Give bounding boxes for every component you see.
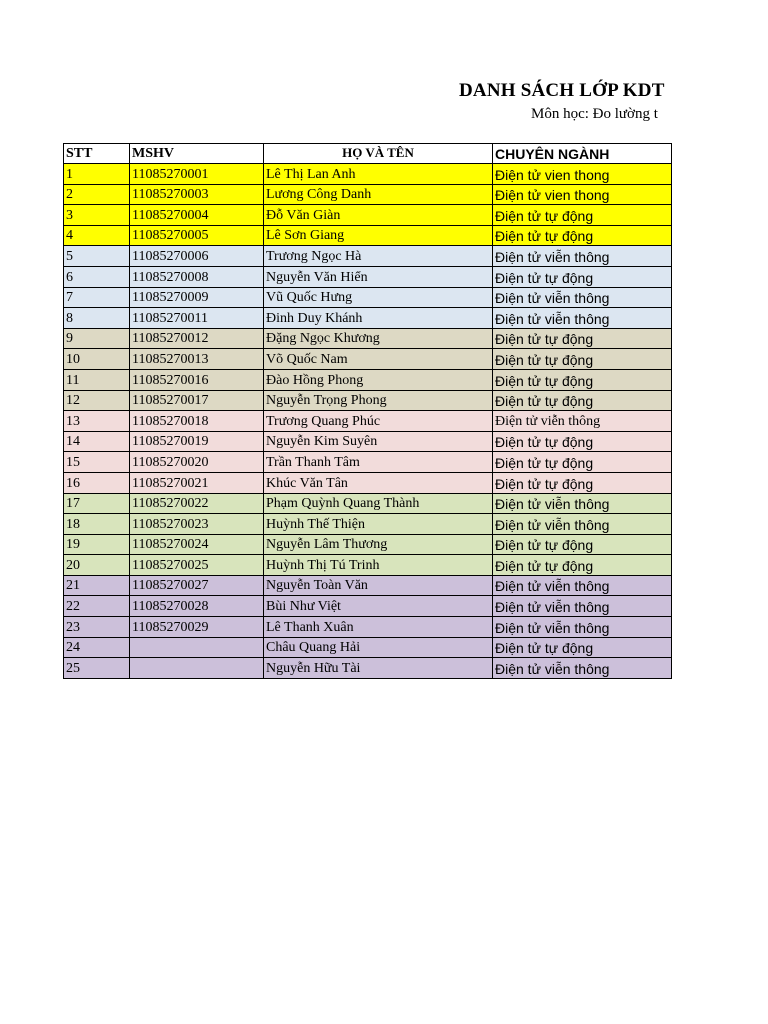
major-cell: Điện tử tự động (493, 328, 672, 349)
class-roster-table (63, 143, 672, 679)
table-row (64, 637, 672, 658)
name-cell: Trần Thanh Tâm (264, 452, 493, 473)
table-row (64, 225, 672, 246)
table-row (64, 369, 672, 390)
mshv-cell: 11085270020 (130, 452, 264, 473)
stt-cell: 25 (64, 658, 130, 679)
table-row (64, 390, 672, 411)
stt-cell: 20 (64, 555, 130, 576)
stt-cell: 19 (64, 534, 130, 555)
header-major: CHUYÊN NGÀNH (493, 144, 672, 164)
name-cell: Đỗ Văn Giàn (264, 205, 493, 226)
stt-cell: 9 (64, 328, 130, 349)
name-cell: Lê Sơn Giang (264, 225, 493, 246)
stt-cell: 12 (64, 390, 130, 411)
name-cell: Đặng Ngọc Khương (264, 328, 493, 349)
page-title: DANH SÁCH LỚP KDT (459, 80, 665, 101)
mshv-cell: 11085270025 (130, 555, 264, 576)
header-mshv: MSHV (130, 144, 264, 164)
mshv-cell: 11085270027 (130, 575, 264, 596)
stt-cell: 23 (64, 617, 130, 638)
name-cell: Khúc Văn Tân (264, 472, 493, 493)
major-cell: Điện tử tự động (493, 225, 672, 246)
name-cell: Trương Quang Phúc (264, 411, 493, 432)
page-subtitle: Môn học: Đo lường t (531, 106, 658, 122)
table-header-row (64, 144, 672, 164)
mshv-cell: 11085270003 (130, 184, 264, 205)
stt-cell: 24 (64, 637, 130, 658)
major-cell: Điện tử tự động (493, 534, 672, 555)
stt-cell: 2 (64, 184, 130, 205)
mshv-cell: 11085270012 (130, 328, 264, 349)
stt-cell: 16 (64, 472, 130, 493)
table-row (64, 596, 672, 617)
table-row (64, 431, 672, 452)
stt-cell: 1 (64, 164, 130, 185)
name-cell: Nguyễn Văn Hiển (264, 266, 493, 287)
major-cell: Điện tử tự động (493, 555, 672, 576)
name-cell: Trương Ngọc Hà (264, 246, 493, 267)
major-cell: Điện tử viễn thông (493, 617, 672, 638)
table-row (64, 472, 672, 493)
name-cell: Nguyễn Kim Suyên (264, 431, 493, 452)
table-row (64, 308, 672, 329)
stt-cell: 4 (64, 225, 130, 246)
major-cell: Điện tử tự động (493, 472, 672, 493)
name-cell: Vũ Quốc Hưng (264, 287, 493, 308)
mshv-cell: 11085270013 (130, 349, 264, 370)
major-cell: Điện tử tự động (493, 637, 672, 658)
mshv-cell: 11085270009 (130, 287, 264, 308)
mshv-cell (130, 658, 264, 679)
major-cell: Điện tử viễn thông (493, 493, 672, 514)
table-row (64, 658, 672, 679)
mshv-cell: 11085270011 (130, 308, 264, 329)
stt-cell: 10 (64, 349, 130, 370)
major-cell: Điện tử vien thong (493, 184, 672, 205)
header-name: HỌ VÀ TÊN (264, 144, 493, 164)
mshv-cell: 11085270028 (130, 596, 264, 617)
major-cell: Điện tử tự động (493, 349, 672, 370)
major-cell: Điện tử viễn thông (493, 658, 672, 679)
table-row (64, 575, 672, 596)
major-cell: Điện tử viễn thông (493, 575, 672, 596)
major-cell: Điện tử viễn thông (493, 596, 672, 617)
major-cell: Điện tử viễn thông (493, 246, 672, 267)
major-cell: Điện tử viễn thông (493, 514, 672, 535)
stt-cell: 15 (64, 452, 130, 473)
name-cell: Phạm Quỳnh Quang Thành (264, 493, 493, 514)
stt-cell: 6 (64, 266, 130, 287)
table-row (64, 493, 672, 514)
name-cell: Huỳnh Thị Tú Trinh (264, 555, 493, 576)
table-row (64, 452, 672, 473)
table-row (64, 328, 672, 349)
name-cell: Đào Hồng Phong (264, 369, 493, 390)
mshv-cell: 11085270021 (130, 472, 264, 493)
table-row (64, 184, 672, 205)
stt-cell: 21 (64, 575, 130, 596)
stt-cell: 8 (64, 308, 130, 329)
name-cell: Nguyễn Hữu Tài (264, 658, 493, 679)
major-cell: Điện tử viễn thông (493, 287, 672, 308)
table-row (64, 266, 672, 287)
mshv-cell: 11085270016 (130, 369, 264, 390)
major-cell: Điện tử tự động (493, 266, 672, 287)
table-row (64, 287, 672, 308)
major-cell: Điện tử tự động (493, 390, 672, 411)
major-cell: Điện tử viễn thông (493, 411, 672, 432)
major-cell: Điện tử tự động (493, 205, 672, 226)
stt-cell: 17 (64, 493, 130, 514)
table-row (64, 534, 672, 555)
table-row (64, 246, 672, 267)
stt-cell: 22 (64, 596, 130, 617)
name-cell: Huỳnh Thế Thiện (264, 514, 493, 535)
name-cell: Châu Quang Hải (264, 637, 493, 658)
mshv-cell: 11085270018 (130, 411, 264, 432)
name-cell: Lê Thị Lan Anh (264, 164, 493, 185)
mshv-cell: 11085270008 (130, 266, 264, 287)
mshv-cell: 11085270029 (130, 617, 264, 638)
stt-cell: 3 (64, 205, 130, 226)
name-cell: Lê Thanh Xuân (264, 617, 493, 638)
table-row (64, 555, 672, 576)
mshv-cell: 11085270024 (130, 534, 264, 555)
table-row (64, 411, 672, 432)
name-cell: Đinh Duy Khánh (264, 308, 493, 329)
name-cell: Nguyễn Lâm Thương (264, 534, 493, 555)
major-cell: Điện tử tự động (493, 369, 672, 390)
stt-cell: 5 (64, 246, 130, 267)
name-cell: Lương Công Danh (264, 184, 493, 205)
mshv-cell (130, 637, 264, 658)
table-row (64, 205, 672, 226)
name-cell: Nguyễn Toàn Văn (264, 575, 493, 596)
mshv-cell: 11085270005 (130, 225, 264, 246)
major-cell: Điện tử vien thong (493, 164, 672, 185)
stt-cell: 7 (64, 287, 130, 308)
header-stt: STT (64, 144, 130, 164)
stt-cell: 13 (64, 411, 130, 432)
mshv-cell: 11085270022 (130, 493, 264, 514)
major-cell: Điện tử tự động (493, 431, 672, 452)
stt-cell: 11 (64, 369, 130, 390)
mshv-cell: 11085270023 (130, 514, 264, 535)
stt-cell: 14 (64, 431, 130, 452)
major-cell: Điện tử tự động (493, 452, 672, 473)
name-cell: Bùi Như Việt (264, 596, 493, 617)
table-row (64, 617, 672, 638)
mshv-cell: 11085270004 (130, 205, 264, 226)
table-row (64, 514, 672, 535)
mshv-cell: 11085270006 (130, 246, 264, 267)
mshv-cell: 11085270019 (130, 431, 264, 452)
table-row (64, 164, 672, 185)
mshv-cell: 11085270017 (130, 390, 264, 411)
table-row (64, 349, 672, 370)
stt-cell: 18 (64, 514, 130, 535)
name-cell: Nguyễn Trọng Phong (264, 390, 493, 411)
name-cell: Võ Quốc Nam (264, 349, 493, 370)
mshv-cell: 11085270001 (130, 164, 264, 185)
major-cell: Điện tử viễn thông (493, 308, 672, 329)
